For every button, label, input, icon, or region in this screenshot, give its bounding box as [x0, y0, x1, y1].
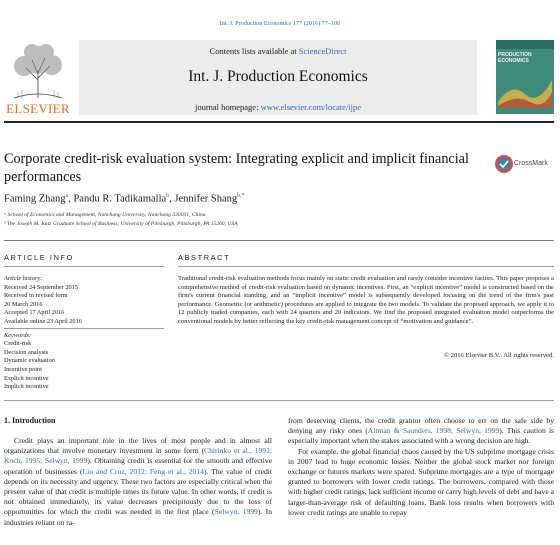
abstract-bottom-rule — [4, 400, 554, 401]
article-info-heading: ARTICLE INFO — [4, 253, 74, 262]
journal-citation[interactable]: Int. J. Production Economics 177 (2016) 77–100 — [219, 20, 341, 27]
author-name: Faming Zhang — [4, 193, 66, 205]
keyword-item: Implicit incentive — [4, 383, 49, 391]
paragraph-text: Credit plays an important role in the lives of most people and in almost all organizations that involve monetary investment in some form ( — [4, 436, 272, 456]
journal-homepage-line: journal homepage: www.elsevier.com/locate/ijpe — [194, 102, 362, 112]
body-paragraph — [288, 447, 554, 518]
history-item: 20 March 2016 — [4, 300, 43, 308]
copyright-notice: © 2016 Elsevier B.V.. All rights reserved. — [443, 352, 554, 359]
introduction-heading: 1. Introduction — [4, 416, 56, 425]
article-title: Corporate credit-risk evaluation system: Integrating explicit and implicit financial performances — [4, 151, 469, 185]
citation-link[interactable]: Altman & Saunders, 1998; Selwyn, 1999 — [367, 426, 500, 436]
body-column-right — [288, 416, 554, 518]
publisher-logo-text: ELSEVIER — [6, 101, 70, 116]
keyword-item: Explicit incentive — [4, 374, 49, 382]
keyword-item: Dynamic evaluation — [4, 357, 55, 365]
author-name: Jennifer Shang — [174, 193, 238, 205]
paragraph-text: from deserving clients, the credit grantor often choose to err on the safe side by denying any risky ones ( — [288, 416, 554, 436]
abstract-rule — [178, 266, 554, 267]
author-affiliation-mark[interactable]: b,* — [237, 193, 245, 199]
journal-title: Int. J. Production Economics — [188, 68, 368, 85]
keyword-item: Incentive point — [4, 365, 42, 373]
author-name: Pandu R. Tadikamalla — [73, 193, 167, 205]
body-column-left — [4, 436, 272, 528]
header-rule — [4, 121, 554, 123]
author-affiliation-mark[interactable]: b — [166, 193, 170, 199]
article-history-label: Article history: — [4, 275, 43, 282]
history-item: Received in revised form — [4, 292, 68, 300]
citation-link[interactable]: Liu and Cruz, 2012; Feng et al., 2014 — [82, 466, 204, 476]
abstract-text: Traditional credit-risk evaluation methods focus mainly on static credit evaluation and rarely consider incentive factors. This paper proposes a comprehensive method of credit-risk evaluation based on dynamic incentives. First, an “explicit incentive” model is constructed based on the firm's current financial standing, and an “implicit incentive” model is subsequently developed focusing on the trend of the firm's past performance. Geometric (or arithmetic) procedures are applied to integrate the two models. To validate the proposed approach, we apply it to 12 publicly traded companies, each with 24 quarters and 20 indicators. We find the proposed integrated evaluation model outperforms the conventional models by better reflecting the key credit-risk management concept of “motivation and guidance”. — [178, 275, 554, 325]
history-item: Accepted 17 April 2016 — [4, 309, 65, 317]
history-item: Available online 23 April 2016 — [4, 318, 164, 329]
affiliation-b: ᵇ The Joseph M. Katz Graduate School of Business, University of Pittsburgh, Pittsburgh, PA 15260, USA — [4, 221, 238, 227]
citation-link[interactable]: Chirinko et al., 1991; Koch, 1995; Selwyn, 1999 — [4, 446, 272, 466]
journal-cover-artwork — [498, 72, 552, 108]
paragraph-text: ). The value of credit depends on its necessity and urgency. These two factors are especially critical when the present value of that credit is multiple times its future value. In other words, if credit is not obtained immediately, its value decreases precipitously due to the loss of opportunities for which the credit was needed in the first place ( — [4, 466, 273, 517]
journal-cover-title: PRODUCTION ECONOMICS — [498, 52, 532, 64]
paragraph-text: For example, the global financial chaos caused by the US subprime mortgage crisis in 2007 lead to huge economic losses. Neither the global stock market nor foreign exchange or futures markets were spared. Subprime mortgages are a type of mortgage granted to borrowers with lower credit ratings. The borrowers, compared with those with higher credit ratings, lack sufficient income or carry high levels of debt and have a larger-than-average risk of defaulting loans. Bank loss results when borrowers with lower credit ratings are unable to repay — [288, 446, 554, 517]
contents-available-line: Contents lists available at ScienceDirect — [209, 46, 347, 56]
journal-cover-band — [496, 40, 554, 49]
history-item: Received 24 September 2015 — [4, 283, 78, 291]
paragraph-text: ). This caution is especially important when the stakes associated with a wrong decision are high. — [288, 426, 555, 446]
paragraph-text: ). In industries reliant on ra- — [4, 507, 272, 527]
author-affiliation-mark[interactable]: a — [65, 193, 69, 199]
article-info-rule — [4, 266, 164, 267]
citation-link[interactable]: Selwyn, 1999 — [214, 507, 258, 517]
keyword-item: Decision analysis — [4, 348, 49, 356]
keyword-item: Credit-risk — [4, 340, 32, 348]
section-rule — [4, 240, 554, 241]
body-paragraph — [288, 416, 554, 447]
journal-homepage-link[interactable]: www.elsevier.com/locate/ijpe — [260, 102, 362, 112]
abstract-heading: ABSTRACT — [178, 253, 231, 262]
sciencedirect-link[interactable]: ScienceDirect — [298, 46, 347, 56]
keywords-label: Keywords: — [4, 331, 32, 339]
article-info-block — [4, 275, 164, 392]
body-paragraph — [4, 436, 272, 528]
crossmark-label[interactable]: CrossMark — [514, 160, 548, 167]
affiliation-a: ᵃ School of Economics and Management, Nanchang University, Nanchang 330031, China — [4, 212, 206, 218]
author-list: Faming Zhang$^a$, Pandu R. Tadikamalla$^b$, Jennifer Shang$^{b,*}$ — [4, 193, 245, 205]
paragraph-text: ). Obtaining credit is essential for the smooth and effective operation of businesses ( — [4, 456, 272, 476]
